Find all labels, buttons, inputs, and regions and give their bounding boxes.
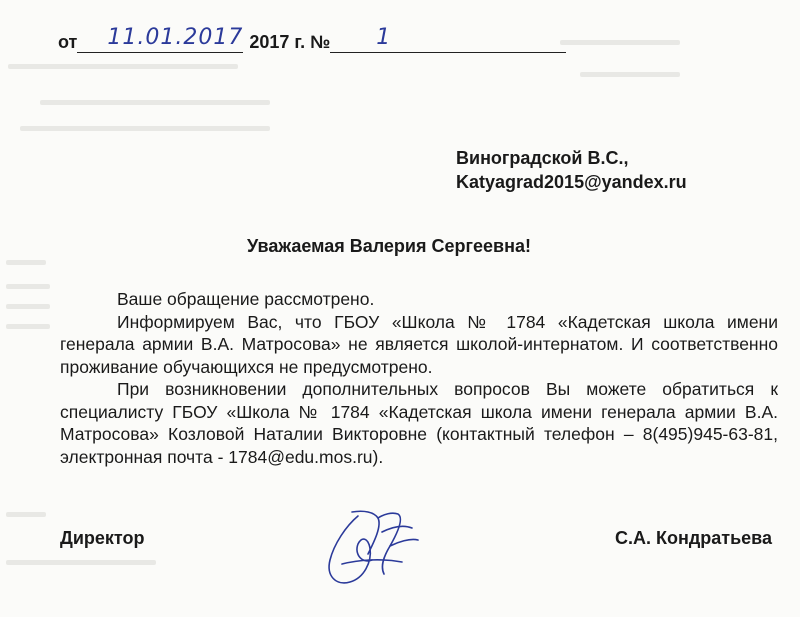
letter-body (60, 288, 778, 468)
recipient-name: Виноградской В.С., (456, 148, 629, 168)
signatory-title: Директор (60, 528, 145, 548)
handwritten-signature (318, 502, 428, 594)
number-blank (330, 25, 566, 53)
show-through-mark (6, 512, 46, 517)
handwritten-number: 1 (376, 25, 392, 50)
show-through-mark (6, 260, 46, 265)
from-label: от (58, 32, 78, 52)
recipient-email: Katyagrad2015@yandex.ru (456, 172, 687, 192)
date-number-line (58, 25, 566, 53)
body-paragraph: Информируем Вас, что ГБОУ «Школа № 1784 «Кадетская школа имени генерала армии В.А. Матросова» не является школой-интернатом. И соответственно проживание обучающихся не предусмотрено. (60, 311, 778, 377)
show-through-mark (40, 100, 270, 105)
signatory-name: С.А. Кондратьева (614, 528, 772, 548)
show-through-mark (560, 40, 680, 45)
salutation: Уважаемая Валерия Сергеевна! (247, 236, 531, 256)
show-through-mark (20, 126, 270, 131)
show-through-mark (6, 560, 156, 565)
show-through-mark (6, 324, 50, 329)
show-through-mark (6, 304, 50, 309)
year-number-label: 2017 г. № (249, 32, 331, 52)
handwritten-date: 11.01.2017 (107, 25, 244, 50)
show-through-mark (6, 284, 50, 289)
body-paragraph: Ваше обращение рассмотрено. (117, 289, 375, 309)
show-through-mark (580, 72, 680, 77)
show-through-mark (8, 64, 238, 69)
recipient-block (456, 146, 687, 194)
date-blank (77, 25, 244, 53)
body-paragraph: При возникновении дополнительных вопросов Вы можете обратиться к специалисту ГБОУ «Школа № 1784 «Кадетская школа имени генерала армии В.А. Матросова» Козловой Наталии Викторовне (контактный телефон – 8(495)945-63-81, электронная почта - 1784@edu.mos.ru). (60, 379, 778, 467)
